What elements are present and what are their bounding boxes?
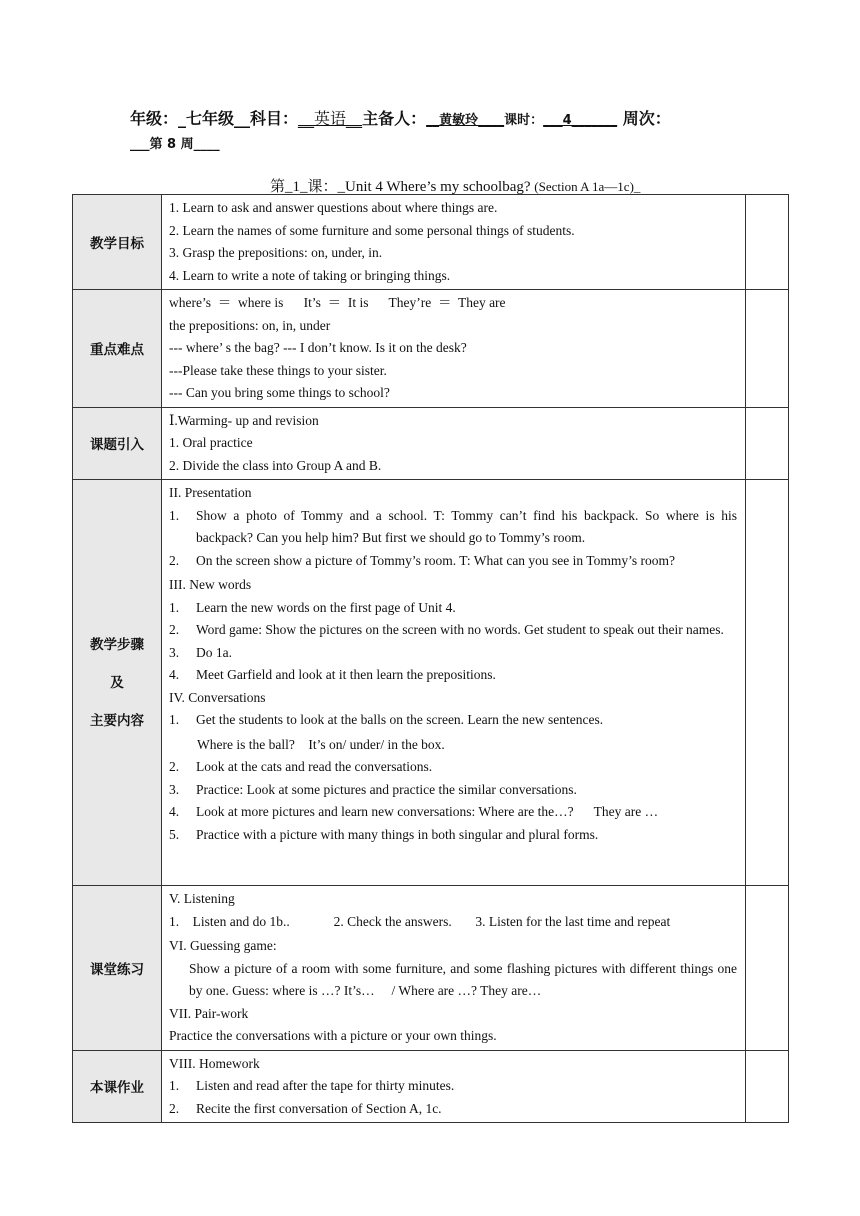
table-row-key-points — [73, 290, 789, 408]
list-item — [169, 1075, 737, 1098]
lesson-plan-table — [72, 194, 789, 1123]
item-text: Listen and read after the tape for thirty minutes. — [196, 1078, 455, 1093]
key-points-label: 重点难点 — [73, 290, 162, 408]
notes-cell — [746, 480, 789, 886]
lesson-section: (Section A 1a—1c)_ — [534, 179, 641, 194]
item-text: On the screen show a picture of Tommy’s room. T: What can you see in Tommy’s room? — [196, 552, 675, 568]
steps-label — [73, 480, 162, 886]
item-number: 1. — [169, 599, 180, 615]
notes-cell — [746, 290, 789, 408]
key-points-content — [162, 290, 746, 408]
homework-label: 本课作业 — [73, 1050, 162, 1123]
conversations-heading: IV. Conversations — [169, 689, 266, 705]
list-item: 3. Grasp the prepositions: on, under, in. — [169, 245, 383, 260]
item-text: Practice: Look at some pictures and practice the similar conversations. — [196, 781, 577, 797]
list-item — [169, 642, 737, 665]
notes-cell — [746, 1050, 789, 1123]
notes-cell — [746, 886, 789, 1051]
intro-label: 课题引入 — [73, 407, 162, 480]
item-number: 2. — [169, 622, 180, 637]
list-item: 4. Learn to write a note of taking or bringing things. — [169, 267, 451, 283]
item-number: 1. — [169, 1078, 180, 1093]
table-row-practice — [73, 886, 789, 1051]
item-number: 5. — [169, 826, 180, 842]
item-text: Look at more pictures and learn new conversations: Where are the…? They are … — [196, 804, 659, 819]
item-text: Recite the first conversation of Section A, 1c. — [196, 1100, 442, 1116]
guessing-heading: VI. Guessing game: — [169, 938, 277, 953]
item-number: 1. — [169, 712, 180, 727]
item-number: 2. — [169, 552, 180, 568]
list-item — [169, 550, 737, 573]
notes-cell — [746, 407, 789, 480]
example-sentence: Where is the ball? It’s on/ under/ in the box. — [197, 736, 445, 752]
list-item — [169, 597, 737, 620]
pairwork-heading: VII. Pair-work — [169, 1005, 249, 1021]
homework-heading: VIII. Homework — [169, 1055, 260, 1071]
list-item: 1. Learn to ask and answer questions about where things are. — [169, 200, 498, 215]
list-item — [169, 779, 737, 802]
steps-label-line1: 教学步骤 — [90, 636, 144, 653]
item-number: 2. — [169, 1100, 180, 1116]
item-number: 3. — [169, 644, 180, 660]
steps-label-line2: 及 — [110, 674, 124, 691]
subject-label: 科目： — [250, 109, 299, 128]
subject-value: __英语__ — [298, 109, 363, 128]
list-item — [169, 1098, 737, 1121]
table-row-homework — [73, 1050, 789, 1123]
homework-content — [162, 1050, 746, 1123]
item-number: 4. — [169, 804, 180, 819]
list-item — [169, 664, 737, 687]
list-item — [169, 824, 737, 847]
item-text: Show a photo of Tommy and a school. T: Tommy can’t find his backpack. So where is his backpack? Can you help him? But first we should go to Tommy’s room. — [196, 507, 737, 545]
steps-content — [162, 480, 746, 886]
item-number: 3. — [169, 781, 180, 797]
guessing-text: Show a picture of a room with some furniture, and some flashing pictures with different things one by one. Guess: where is …? It’s… / Where are …? They are… — [189, 960, 741, 998]
practice-label: 课堂练习 — [73, 886, 162, 1051]
document-header — [130, 106, 671, 129]
lesson-title — [270, 175, 640, 196]
lesson-title-text: 第_1_课：_Unit 4 Where’s my schoolbag? — [270, 179, 531, 195]
list-item — [169, 619, 737, 642]
periods-value: ___4_______ — [543, 113, 618, 128]
item-text: Practice with a picture with many things in both singular and plural forms. — [196, 826, 599, 842]
list-item: where’s ＝ where is It’s ＝ It is They’re ＝ They are — [169, 295, 506, 310]
item-number: 2. — [169, 759, 180, 774]
notes-cell — [746, 195, 789, 290]
list-item: --- Can you bring some things to school? — [169, 385, 390, 400]
intro-content — [162, 407, 746, 480]
list-item: Ⅰ.Warming- up and revision — [169, 412, 319, 428]
list-item — [169, 709, 737, 732]
week-label: 周次： — [622, 109, 671, 128]
objectives-label: 教学目标 — [73, 195, 162, 290]
item-text: Learn the new words on the first page of Unit 4. — [196, 599, 456, 615]
list-item: --- where’ s the bag? --- I don’t know. Is it on the desk? — [169, 340, 467, 355]
item-text: Word game: Show the pictures on the screen with no words. Get student to speak out their names. — [196, 622, 724, 637]
item-text: Get the students to look at the balls on the screen. Learn the new sentences. — [196, 712, 604, 727]
item-text: Do 1a. — [196, 644, 232, 660]
list-item: ---Please take these things to your sister. — [169, 362, 387, 378]
week-line — [130, 133, 220, 152]
list-item: 1. Oral practice — [169, 435, 253, 450]
grade-label: 年级： — [130, 109, 179, 128]
listening-heading: V. Listening — [169, 891, 235, 906]
item-text: Meet Garfield and look at it then learn the prepositions. — [196, 667, 496, 682]
item-number: 1. — [169, 507, 180, 523]
practice-content — [162, 886, 746, 1051]
objectives-content — [162, 195, 746, 290]
periods-label: 课时： — [504, 113, 544, 128]
list-item — [169, 756, 737, 779]
list-item: the prepositions: on, in, under — [169, 317, 331, 333]
grade-value: _七年级__ — [178, 109, 251, 128]
table-row-intro — [73, 407, 789, 480]
list-item: 2. Learn the names of some furniture and some personal things of students. — [169, 222, 575, 238]
week-value: ___第 8 周____ — [130, 137, 220, 152]
steps-label-line3: 主要内容 — [90, 712, 144, 729]
list-item: 2. Divide the class into Group A and B. — [169, 457, 382, 473]
presentation-heading: II. Presentation — [169, 485, 252, 500]
preparer-label: 主备人： — [362, 109, 427, 128]
list-item — [169, 801, 737, 824]
listening-line: 1. Listen and do 1b.. 2. Check the answers. 3. Listen for the last time and repeat — [169, 913, 671, 929]
item-number: 4. — [169, 667, 180, 682]
preparer-value: __黄敏玲____ — [426, 113, 505, 128]
item-text: Look at the cats and read the conversations. — [196, 759, 433, 774]
list-item — [169, 505, 737, 550]
table-row-steps — [73, 480, 789, 886]
new-words-heading: III. New words — [169, 577, 252, 592]
pairwork-text: Practice the conversations with a picture or your own things. — [169, 1028, 497, 1043]
table-row-objectives — [73, 195, 789, 290]
